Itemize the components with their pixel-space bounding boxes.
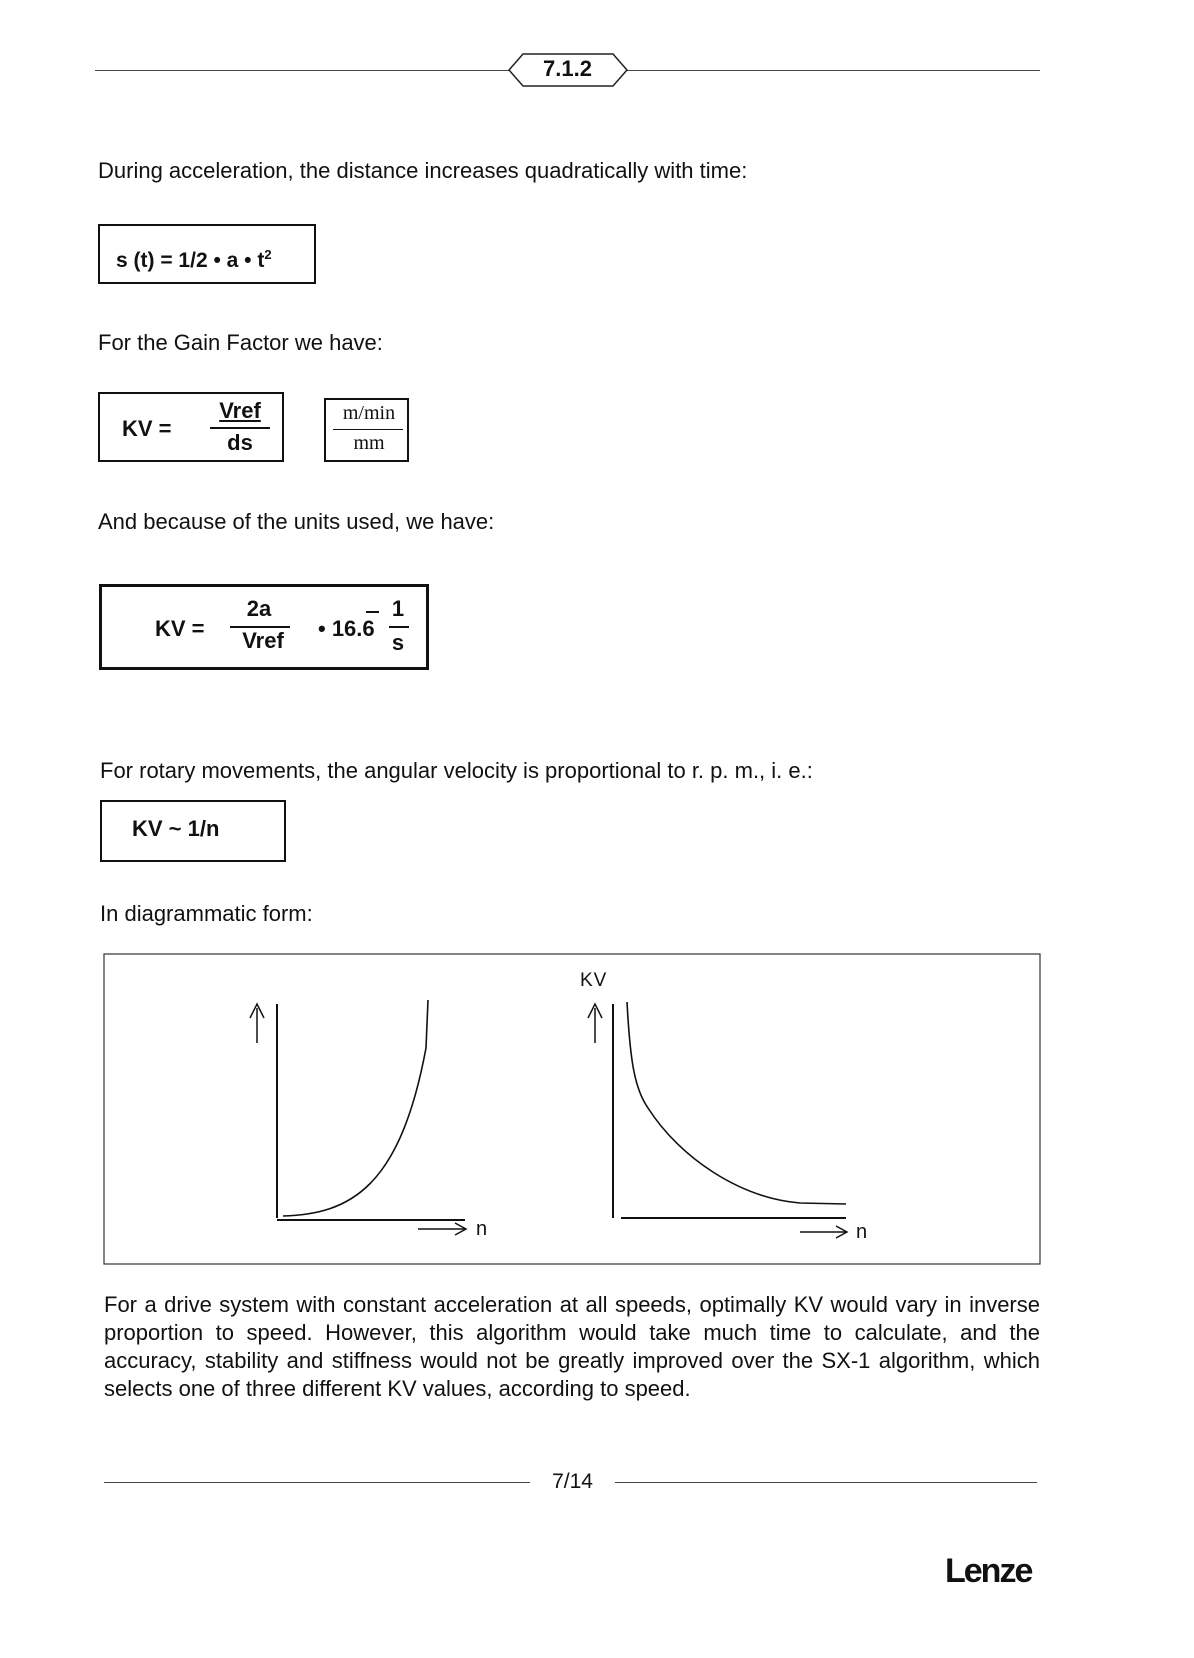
formula-kv-unit-numerator: 1 [391, 596, 405, 621]
formula-gain-numerator: Vref [219, 398, 261, 423]
diagram [100, 948, 1045, 1268]
diagram-frame [104, 954, 1040, 1264]
left-x-axis-label: n [476, 1218, 488, 1240]
footer-rule-right [615, 1482, 1037, 1483]
formula-kv-denominator: Vref [242, 628, 284, 653]
header-rule-left [95, 70, 515, 71]
rotary-text: For rotary movements, the angular velocity is proportional to r. p. m., i. e.: [100, 758, 813, 783]
left-curve-quadratic [283, 1000, 428, 1216]
intro-text: During acceleration, the distance increases quadratically with time: [98, 158, 748, 183]
formula-distance-exponent: 2 [264, 247, 272, 262]
units-explanation-text: And because of the units used, we have: [98, 509, 495, 534]
right-curve-inverse [627, 1002, 846, 1204]
formula-proportional: KV ~ 1/n [132, 816, 220, 841]
gain-text: For the Gain Factor we have: [98, 330, 383, 355]
formula-kv-lhs: KV = [155, 616, 205, 641]
units-denominator: mm [353, 432, 385, 454]
formula-kv-unit-line [389, 626, 409, 628]
units-numerator: m/min [342, 402, 396, 424]
formula-distance-text: s (t) = 1/2 • a • t [116, 249, 265, 272]
formula-kv-unit-denominator: s [391, 630, 405, 655]
section-number: 7.1.2 [543, 56, 592, 81]
formula-kv-repeat-bar [366, 611, 379, 613]
right-plot [588, 1002, 847, 1238]
right-x-axis-label: n [856, 1221, 868, 1243]
formula-kv-numerator: 2a [246, 596, 272, 621]
formula-gain-fraction-line [210, 427, 270, 429]
header-rule-right [622, 70, 1040, 71]
diagram-intro-text: In diagrammatic form: [100, 901, 313, 926]
formula-distance [116, 242, 272, 274]
units-fraction-line [333, 429, 403, 430]
formula-kv-factor: • 16.6 [318, 616, 375, 641]
page-number: 7/14 [552, 1470, 593, 1493]
left-plot [250, 1000, 466, 1235]
conclusion-paragraph: For a drive system with constant acceleration at all speeds, optimally KV would vary in inverse proportion to speed. However, this algorithm would take much time to calculate, and the accuracy, stability and stiffness would not be greatly improved over the SX-1 algorithm, which selects one of three different KV values, according to speed. [104, 1292, 1040, 1401]
formula-gain-denominator: ds [227, 430, 253, 455]
right-y-axis-label: KV [580, 970, 608, 991]
lenze-logo: Lenze [945, 1552, 1032, 1590]
formula-gain-lhs: KV = [122, 416, 172, 441]
footer-rule-left [104, 1482, 530, 1483]
